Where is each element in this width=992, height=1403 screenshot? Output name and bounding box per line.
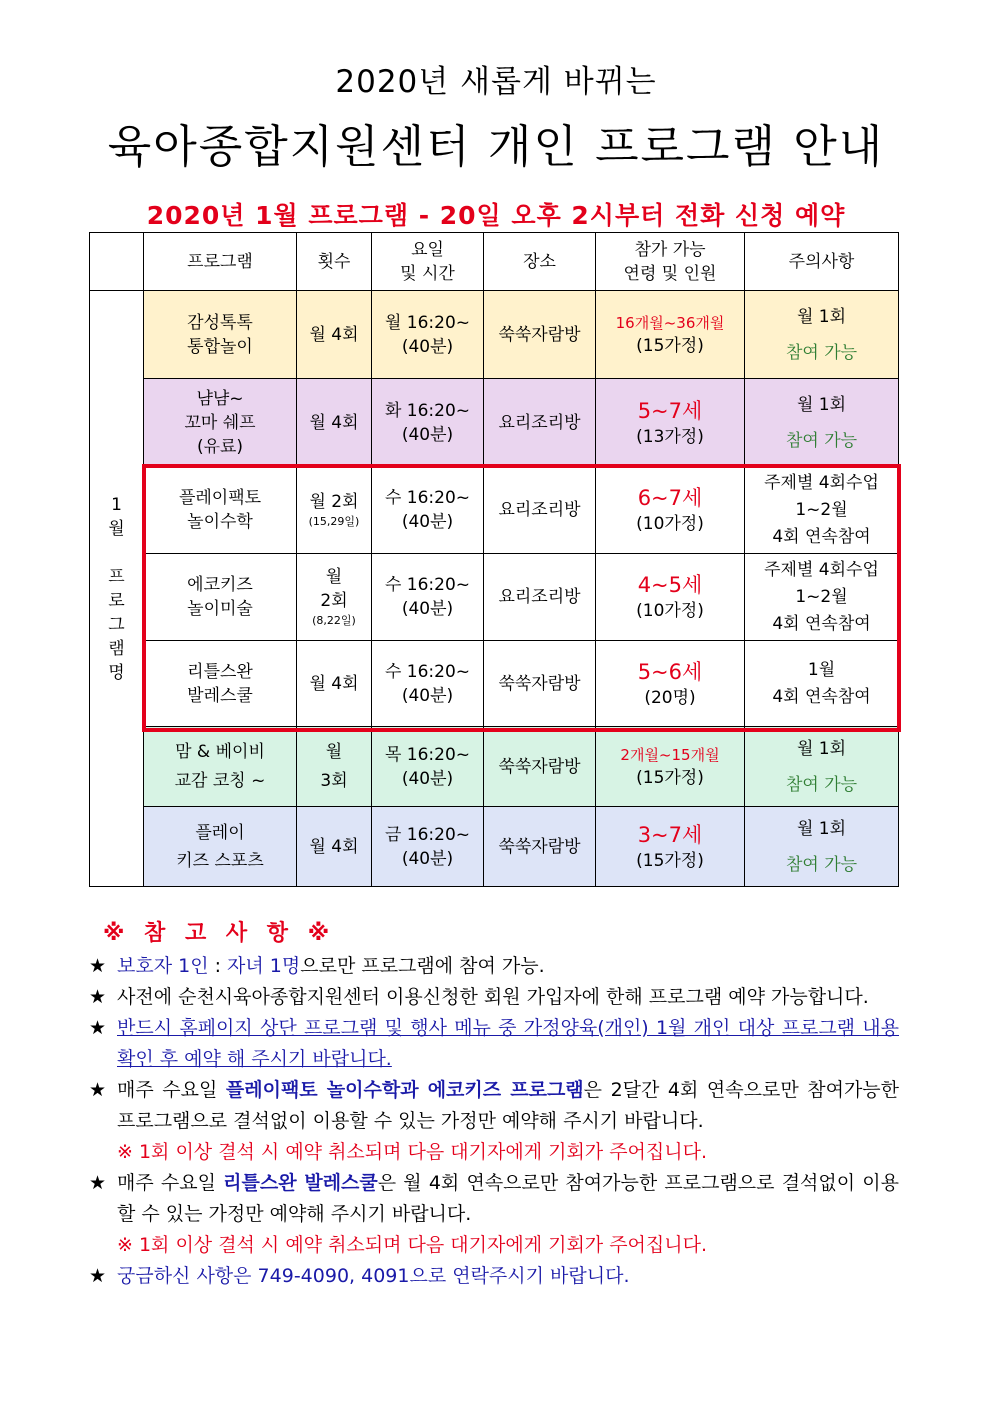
program-time: 화 16:20~ (40분) <box>372 379 484 467</box>
program-note: 월 1회 참여 가능 <box>745 291 899 379</box>
table-row <box>90 467 899 554</box>
note-item-4: ★ 매주 수요일 플레이팩토 놀이수학과 에코키즈 프로그램은 2달간 4회 연속으로만 참여가능한 프로그램으로 결석없이 이용할 수 있는 가정만 예약해 주시기 바랍니다. <box>89 1075 899 1137</box>
program-age: 2개월~15개월 (15가정) <box>596 727 745 807</box>
table-row <box>90 291 899 379</box>
program-place: 요리조리방 <box>484 379 596 467</box>
table-row <box>90 554 899 641</box>
header-count: 횟수 <box>297 233 372 291</box>
program-note: 주제별 4회수업 1~2월 4회 연속참여 <box>745 467 899 554</box>
program-time: 월 16:20~ (40분) <box>372 291 484 379</box>
program-count: 월 3회 <box>297 727 372 807</box>
note-item-4-warning: ※ 1회 이상 결석 시 예약 취소되며 다음 대기자에게 기회가 주어집니다. <box>117 1141 708 1163</box>
program-note: 1월 4회 연속참여 <box>745 641 899 727</box>
table-row <box>90 379 899 467</box>
program-place: 쑥쑥자람방 <box>484 641 596 727</box>
header-program: 프로그램 <box>144 233 297 291</box>
program-place: 쑥쑥자람방 <box>484 807 596 887</box>
header-notes: 주의사항 <box>745 233 899 291</box>
program-age: 5~7세 (13가정) <box>596 379 745 467</box>
notes-section <box>89 916 899 1292</box>
program-note: 월 1회 참여 가능 <box>745 379 899 467</box>
header-place: 장소 <box>484 233 596 291</box>
star-icon: ★ <box>89 1017 107 1039</box>
note-item-5-warning: ※ 1회 이상 결석 시 예약 취소되며 다음 대기자에게 기회가 주어집니다. <box>117 1234 708 1256</box>
program-count: 월 2회 (15,29일) <box>297 467 372 554</box>
star-icon: ★ <box>89 955 107 977</box>
program-name: 냠냠~ 꼬마 쉐프 (유료) <box>144 379 297 467</box>
program-time: 목 16:20~ (40분) <box>372 727 484 807</box>
title-line-1: 2020년 새롭게 바뀌는 <box>335 64 657 100</box>
program-age: 6~7세 (10가정) <box>596 467 745 554</box>
header-day-time: 요일 및 시간 <box>372 233 484 291</box>
program-age: 4~5세 (10가정) <box>596 554 745 641</box>
notes-title: ※ 참 고 사 항 ※ <box>103 921 336 946</box>
star-icon: ★ <box>89 1172 107 1194</box>
header-blank <box>90 233 144 291</box>
program-place: 요리조리방 <box>484 554 596 641</box>
table-row <box>90 641 899 727</box>
program-note: 주제별 4회수업 1~2월 4회 연속참여 <box>745 554 899 641</box>
program-count: 월 4회 <box>297 291 372 379</box>
star-icon: ★ <box>89 986 107 1008</box>
program-note: 월 1회 참여 가능 <box>745 727 899 807</box>
subtitle-booking-info: 2020년 1월 프로그램 - 20일 오후 2시부터 전화 신청 예약 <box>146 201 846 230</box>
program-place: 쑥쑥자람방 <box>484 291 596 379</box>
program-note: 월 1회 참여 가능 <box>745 807 899 887</box>
program-place: 요리조리방 <box>484 467 596 554</box>
note-item-6: ★ 궁금하신 사항은 749-4090, 4091으로 연락주시기 바랍니다. <box>89 1261 899 1292</box>
program-schedule-table <box>89 232 899 887</box>
program-time: 금 16:20~ (40분) <box>372 807 484 887</box>
program-name: 리틀스완 발레스쿨 <box>144 641 297 727</box>
program-name: 플레이팩토 놀이수학 <box>144 467 297 554</box>
program-place: 쑥쑥자람방 <box>484 727 596 807</box>
program-count: 월 2회 (8,22일) <box>297 554 372 641</box>
program-name: 맘 & 베이비 교감 코칭 ~ <box>144 727 297 807</box>
table-row <box>90 807 899 887</box>
program-count: 월 4회 <box>297 379 372 467</box>
side-label-january-program: 1 월 프 로 그 램 명 <box>90 291 144 887</box>
program-count: 월 4회 <box>297 807 372 887</box>
star-icon: ★ <box>89 1079 107 1101</box>
page-title: 육아종합지원센터 개인 프로그램 안내 <box>107 120 885 173</box>
note-item-1: ★ 보호자 1인 : 자녀 1명으로만 프로그램에 참여 가능. <box>89 951 899 982</box>
table-header-row <box>90 233 899 291</box>
header-age: 참가 가능 연령 및 인원 <box>596 233 745 291</box>
program-name: 에코키즈 놀이미술 <box>144 554 297 641</box>
program-name: 감성톡톡 통합놀이 <box>144 291 297 379</box>
homepage-notice-text: 반드시 홈페이지 상단 프로그램 및 행사 메뉴 중 가정양육(개인) 1월 개인 대상 프로그램 내용 확인 후 예약 해 주시기 바랍니다. <box>117 1017 899 1070</box>
note-item-3 <box>89 1013 899 1075</box>
note-item-2: ★ 사전에 순천시육아종합지원센터 이용신청한 회원 가입자에 한해 프로그램 예약 가능합니다. <box>89 982 899 1013</box>
note-item-5: ★ 매주 수요일 리틀스완 발레스쿨은 월 4회 연속으로만 참여가능한 프로그램으로 결석없이 이용할 수 있는 가정만 예약해 주시기 바랍니다. <box>89 1168 899 1230</box>
program-age: 16개월~36개월 (15가정) <box>596 291 745 379</box>
program-age: 5~6세 (20명) <box>596 641 745 727</box>
table-row <box>90 727 899 807</box>
program-time: 수 16:20~ (40분) <box>372 641 484 727</box>
program-name: 플레이 키즈 스포츠 <box>144 807 297 887</box>
program-age: 3~7세 (15가정) <box>596 807 745 887</box>
star-icon: ★ <box>89 1265 107 1287</box>
program-count: 월 4회 <box>297 641 372 727</box>
program-time: 수 16:20~ (40분) <box>372 554 484 641</box>
program-time: 수 16:20~ (40분) <box>372 467 484 554</box>
